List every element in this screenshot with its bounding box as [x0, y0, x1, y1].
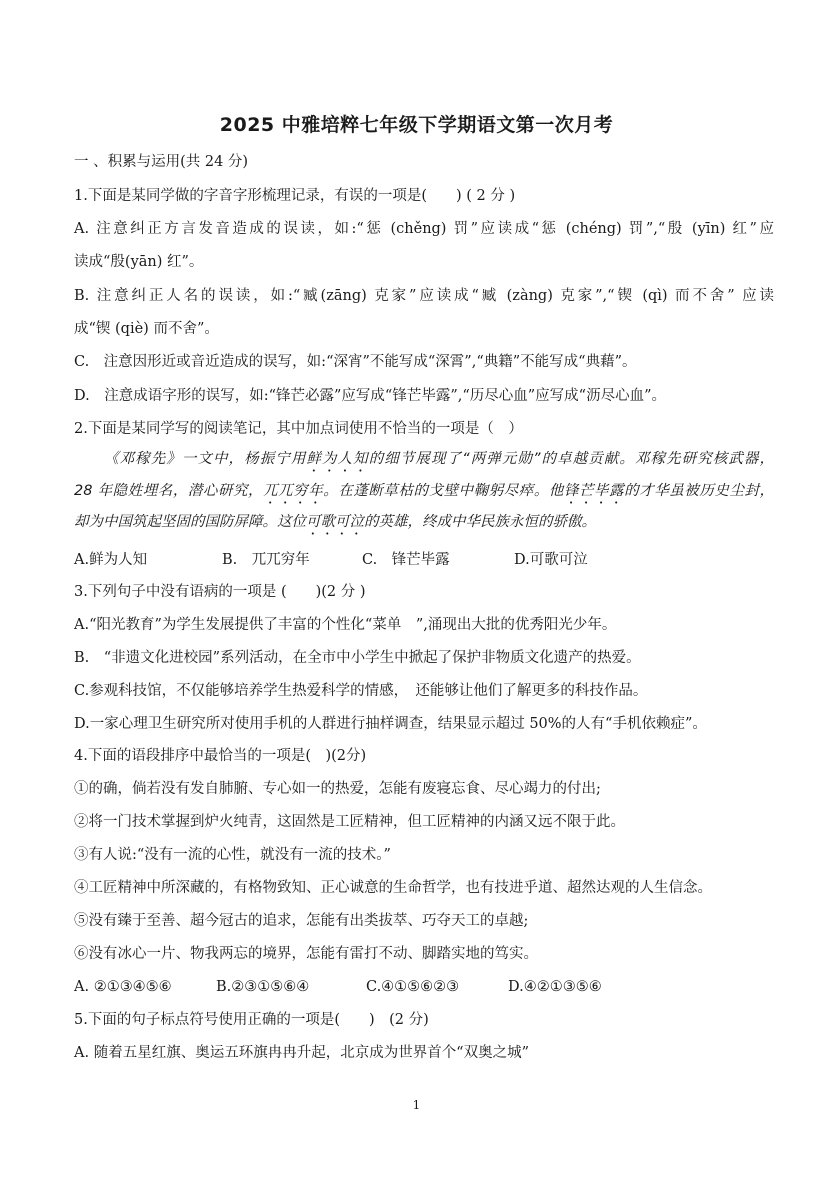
- page-number: 1: [412, 1098, 421, 1112]
- q3-stem: 3.下列句子中没有语病的一项是 ( )(2 分 ): [74, 584, 366, 600]
- passage-text: 28 年隐姓埋名，潜心研究，: [74, 483, 264, 499]
- q2-option-b: B. 兀兀穷年: [222, 552, 310, 568]
- q4-sentence-2: ②将一门技术掌握到炉火纯青，这固然是工匠精神，但工匠精神的内涵又远不限于此。: [74, 814, 625, 830]
- q4-sentence-6: ⑥没有冰心一片、物我两忘的境界，怎能有雷打不动、脚踏实地的笃实。: [74, 946, 538, 962]
- q3-option-c: C.参观科技馆，不仅能够培养学生热爱科学的情感， 还能够让他们了解更多的科技作品。: [74, 683, 648, 699]
- q4-sentence-5: ⑤没有臻于至善、超今冠古的追求，怎能有出类拔萃、巧夺天工的卓越;: [74, 913, 529, 929]
- q1-option-a-line2: 读成“殷(yān) 红”。: [74, 254, 204, 270]
- q4-sentence-1: ①的确，倘若没有发自肺腑、专心如一的热爱，怎能有废寝忘食、尽心竭力的付出;: [74, 781, 601, 797]
- q1-option-c: C. 注意因形近或音近造成的误写，如:“深宵”不能写成“深霄”,“典籍”不能写成“典藉”。: [74, 354, 637, 370]
- q2-option-c: C. 锋芒毕露: [362, 552, 450, 568]
- q2-passage-line2: [74, 480, 774, 507]
- passage-text: 的才华虽被历史尘封，: [624, 483, 774, 499]
- q4-sentence-3: ③有人说:“没有一流的心性，就没有一流的技术。”: [74, 847, 391, 863]
- q3-option-d: D.一家心理卫生研究所对使用手机的人群进行抽样调查，结果显示超过 50%的人有“手机依赖症”。: [74, 716, 707, 732]
- q4-option-c: C.④①⑤⑥②③: [366, 979, 460, 995]
- passage-text: 。在蓬断草枯的戈壁中鞠躬尽瘁。他: [323, 483, 564, 499]
- passage-text: 却为中国筑起坚固的国防屏障。这位: [74, 514, 306, 530]
- q2-passage-line3: [74, 511, 774, 538]
- dotted-word-c: 锋芒毕露: [563, 483, 625, 499]
- q1-option-b-line2: 成“锲 (qiè) 而不舍”。: [74, 321, 219, 337]
- q3-option-b: B. “非遗文化进校园”系列活动，在全市中小学生中掀起了保护非物质文化遗产的热爱。: [74, 650, 641, 666]
- q2-option-d: D.可歌可泣: [514, 552, 588, 568]
- q2-stem: 2.下面是某同学写的阅读笔记，其中加点词使用不恰当的一项是（ ）: [74, 421, 523, 437]
- dotted-word-b: 兀兀穷年: [263, 483, 324, 499]
- q4-option-d: D.④②①③⑤⑥: [508, 979, 602, 995]
- passage-text: 的细节展现了“两弹元勋”的卓越贡献。邓稼先研究核武器，: [368, 451, 775, 467]
- q2-passage-line1: [104, 448, 774, 475]
- passage-text: 的英雄，终成中华民族永恒的骄傲。: [364, 514, 596, 530]
- q1-option-a-line1: A. 注意纠正方言发音造成的误读，如:“惩 (chěng) 罚”应读成“惩 (chéng) 罚”,“殷 (yīn) 红”应: [74, 221, 774, 237]
- q5-stem: 5.下面的句子标点符号使用正确的一项是( ) (2 分): [74, 1012, 429, 1028]
- q1-stem: 1.下面是某同学做的字音字形梳理记录，有误的一项是( ) ( 2 分 ): [74, 188, 516, 204]
- q1-option-b-line1: B. 注意纠正人名的误读，如:“臧(zāng) 克家”应读成“臧 (zàng) 克家”,“锲 (qì) 而不舍” 应读: [74, 288, 774, 304]
- q5-option-a: A. 随着五星红旗、奥运五环旗冉冉升起，北京成为世界首个“双奥之城”: [74, 1045, 530, 1061]
- dotted-word-d: 可歌可泣: [306, 514, 364, 530]
- q4-option-b: B.②③①⑤⑥④: [216, 979, 310, 995]
- dotted-word-a: 鲜为人知: [306, 451, 369, 467]
- q3-option-a: A.“阳光教育”为学生发展提供了丰富的个性化“菜单 ”,涌现出大批的优秀阳光少年。: [74, 617, 617, 633]
- section-heading: 一 、积累与运用(共 24 分): [74, 154, 249, 170]
- q2-option-a: A.鲜为人知: [74, 552, 148, 568]
- q1-option-d: D. 注意成语字形的误写，如:“锋芒必露”应写成“锋芒毕露”,“历尽心血”应写成“沥尽心血”。: [74, 388, 667, 404]
- q4-stem: 4.下面的语段排序中最恰当的一项是( )(2分): [74, 748, 367, 764]
- passage-text: 《邓稼先》一文中，杨振宁用: [104, 451, 307, 467]
- page-title: 2025 中雅培粹七年级下学期语文第一次月考: [219, 114, 614, 136]
- q4-option-a: A. ②①③④⑤⑥: [74, 979, 172, 995]
- q4-sentence-4: ④工匠精神中所深藏的，有格物致知、正心诚意的生命哲学，也有技进乎道、超然达观的人生信念。: [74, 880, 712, 896]
